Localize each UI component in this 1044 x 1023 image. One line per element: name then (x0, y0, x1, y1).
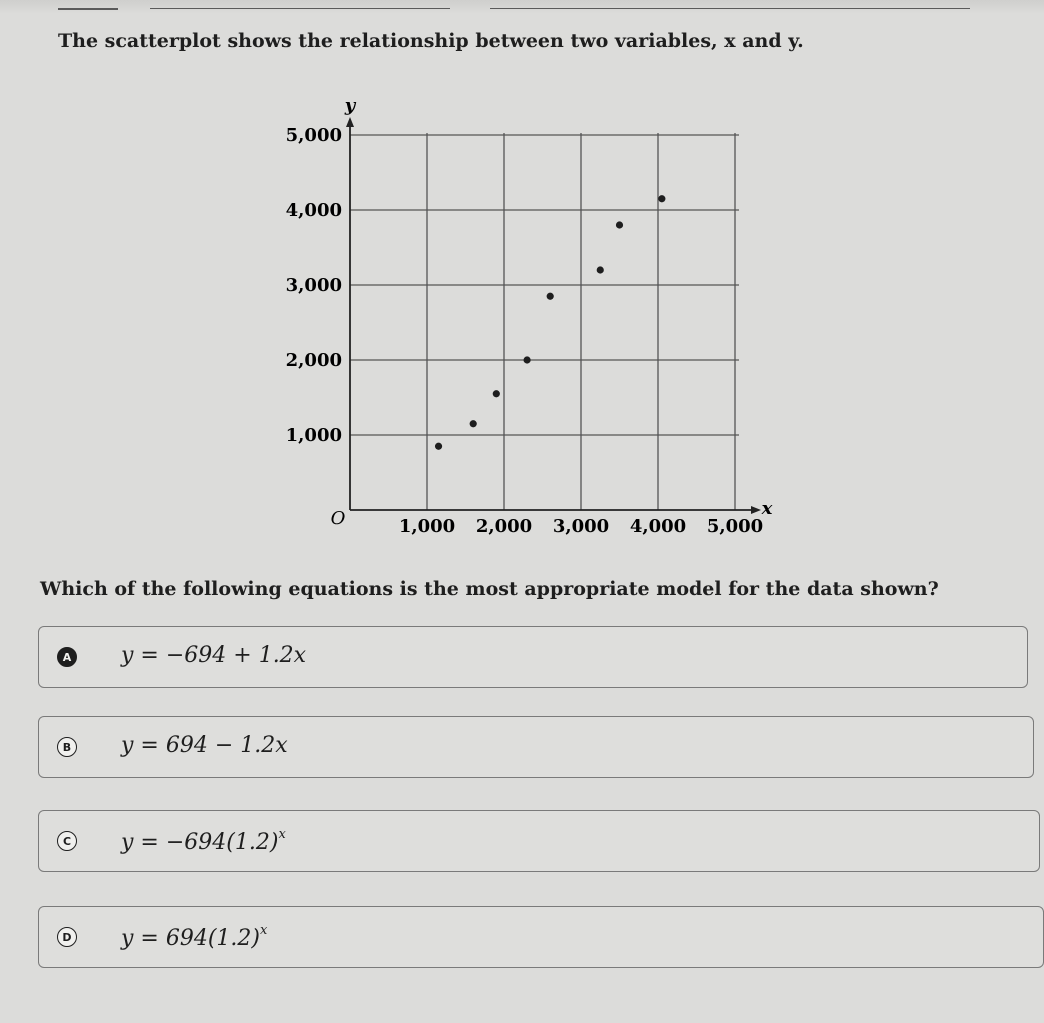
option-equation-d (121, 923, 267, 951)
data-point (658, 195, 665, 202)
y-tick-label: 1,000 (285, 425, 342, 446)
y-axis-label: y (344, 95, 356, 116)
top-edge-mark (490, 8, 970, 9)
scatterplot (250, 85, 810, 555)
option-exponent-c: x (278, 827, 286, 842)
y-tick-label: 2,000 (285, 350, 342, 371)
option-equation-a (121, 643, 306, 668)
y-tick-label: 3,000 (285, 275, 342, 296)
y-axis-arrow (346, 117, 354, 127)
data-point (547, 293, 554, 300)
x-tick-label: 2,000 (475, 516, 533, 537)
answer-option-c[interactable] (38, 810, 1040, 872)
option-letter-c: C (57, 831, 77, 851)
data-point (493, 390, 500, 397)
option-letter-a: A (57, 647, 77, 667)
option-equation-c (121, 827, 286, 855)
origin-label: O (330, 508, 346, 529)
x-tick-label: 4,000 (629, 516, 687, 537)
y-tick-label: 5,000 (285, 125, 342, 146)
data-point (616, 221, 623, 228)
y-tick-label: 4,000 (285, 200, 342, 221)
answer-option-b[interactable] (38, 716, 1034, 778)
option-expression-c: y = −694(1.2) (121, 830, 279, 855)
option-expression-d: y = 694(1.2) (121, 926, 260, 951)
x-tick-label: 5,000 (706, 516, 764, 537)
question-prompt: The scatterplot shows the relationship between two variables, x and y. (58, 30, 804, 52)
data-point (470, 420, 477, 427)
data-point (524, 356, 531, 363)
top-edge-mark (58, 8, 118, 10)
option-expression-a: y = −694 + 1.2x (121, 643, 307, 668)
answer-option-d[interactable] (38, 906, 1044, 968)
x-axis-label: x (761, 498, 773, 519)
option-expression-b: y = 694 − 1.2x (121, 733, 288, 758)
x-tick-label: 1,000 (398, 516, 456, 537)
answer-option-a[interactable] (38, 626, 1028, 688)
question-stem: Which of the following equations is the most appropriate model for the data shown? (40, 578, 939, 600)
x-axis-arrow (751, 506, 761, 514)
option-letter-b: B (57, 737, 77, 757)
option-exponent-d: x (260, 923, 268, 938)
data-point (597, 266, 604, 273)
option-equation-b (121, 733, 288, 758)
x-tick-label: 3,000 (552, 516, 610, 537)
data-point (435, 443, 442, 450)
top-edge (0, 0, 1044, 14)
top-edge-mark (150, 8, 450, 9)
option-letter-d: D (57, 927, 77, 947)
